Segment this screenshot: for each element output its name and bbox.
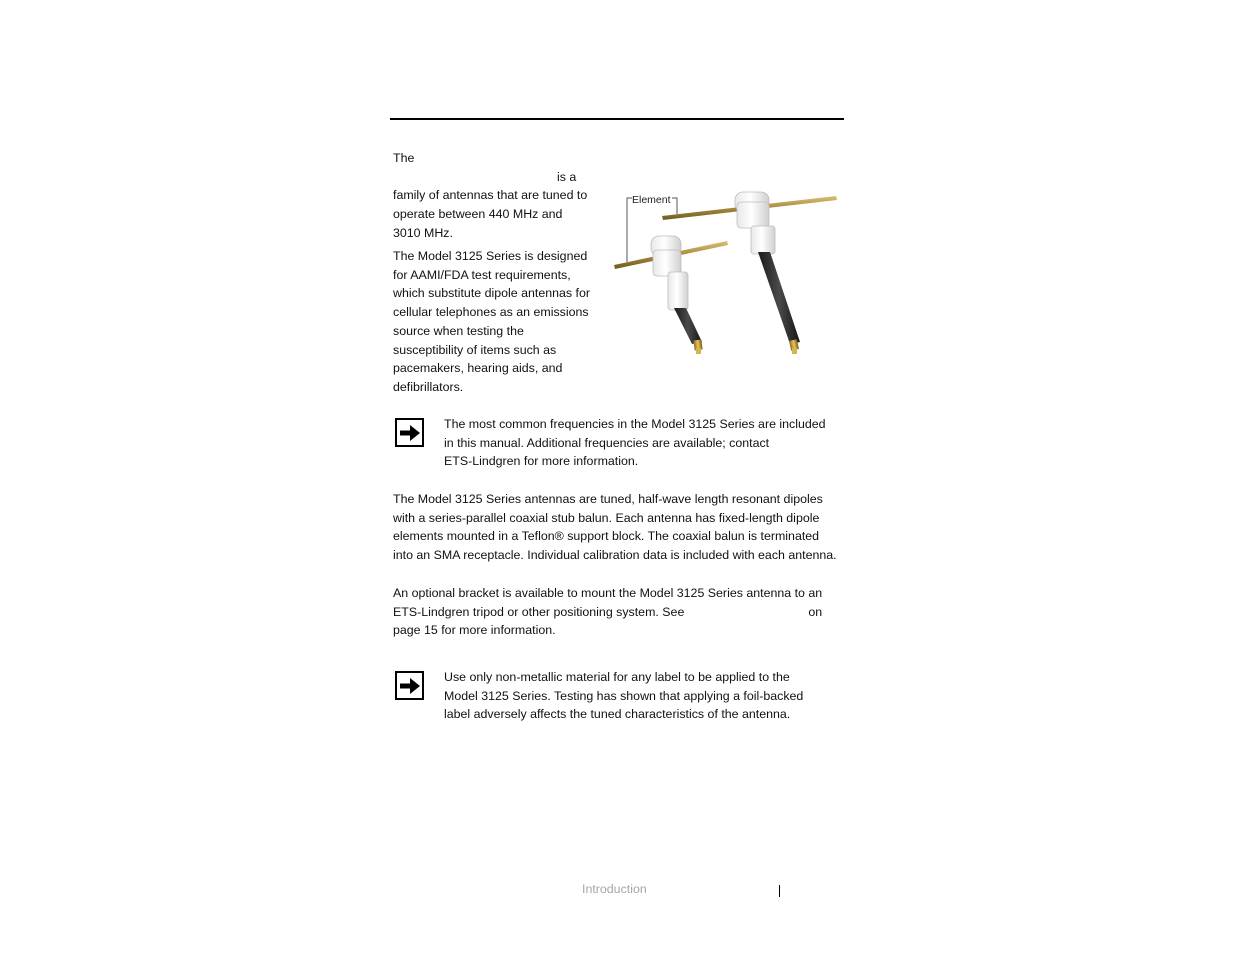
note-line: label adversely affects the tuned characteristics of the antenna. [444, 707, 791, 722]
para-line: An optional bracket is available to mount the Model 3125 Series antenna to an [393, 586, 823, 600]
element-callout-label: Element [632, 194, 671, 206]
note-line: in this manual. Additional frequencies are available; contact [444, 435, 770, 450]
note-line: ETS-Lindgren for more information. [444, 454, 639, 469]
para-line: The Model 3125 Series is designed [393, 249, 588, 263]
arrow-right-icon [395, 418, 424, 447]
para-line: cellular telephones as an emissions [393, 305, 589, 320]
para-line: defibrillators. [393, 379, 464, 394]
intro-line: operate between 440 MHz and [393, 207, 563, 222]
antenna-photo [606, 180, 842, 366]
note-label-material [444, 668, 839, 724]
aami-paragraph [393, 247, 598, 397]
arrow-right-icon [395, 671, 424, 700]
dipole-description-paragraph [393, 490, 843, 565]
bracket-paragraph [393, 584, 843, 640]
header-rule [390, 118, 844, 120]
note-line: The most common frequencies in the Model 3125 Series are included [444, 417, 826, 431]
note-line: Use only non-metallic material for any label to be applied to the [444, 670, 790, 684]
intro-line: 3010 MHz. [393, 225, 453, 240]
para-line: The Model 3125 Series antennas are tuned, half-wave length resonant dipoles [393, 492, 823, 506]
intro-paragraph [393, 149, 598, 243]
footer-section-title: Introduction [582, 882, 647, 896]
para-line: into an SMA receptacle. Individual calibration data is included with each antenna. [393, 548, 837, 563]
para-line: pacemakers, hearing aids, and [393, 361, 563, 376]
para-line: elements mounted in a Teflon® support block. The coaxial balun is terminated [393, 529, 820, 544]
para-line: susceptibility of items such as [393, 342, 557, 357]
intro-line: is a [557, 169, 577, 184]
para-line: for AAMI/FDA test requirements, [393, 267, 571, 282]
note-frequencies [444, 415, 839, 471]
para-line: with a series-parallel coaxial stub balun. Each antenna has fixed-length dipole [393, 510, 820, 525]
note-line: Model 3125 Series. Testing has shown that applying a foil-backed [444, 688, 804, 703]
para-line: which substitute dipole antennas for [393, 286, 590, 301]
footer-separator [779, 885, 780, 897]
para-line: page 15 for more information. [393, 623, 556, 638]
para-line [393, 603, 843, 622]
intro-line: The [393, 151, 415, 165]
para-line-end: on [808, 604, 823, 619]
intro-line: family of antennas that are tuned to [393, 188, 588, 203]
para-line: source when testing the [393, 323, 524, 338]
para-line-start: ETS-Lindgren tripod or other positioning system. See [393, 604, 685, 619]
